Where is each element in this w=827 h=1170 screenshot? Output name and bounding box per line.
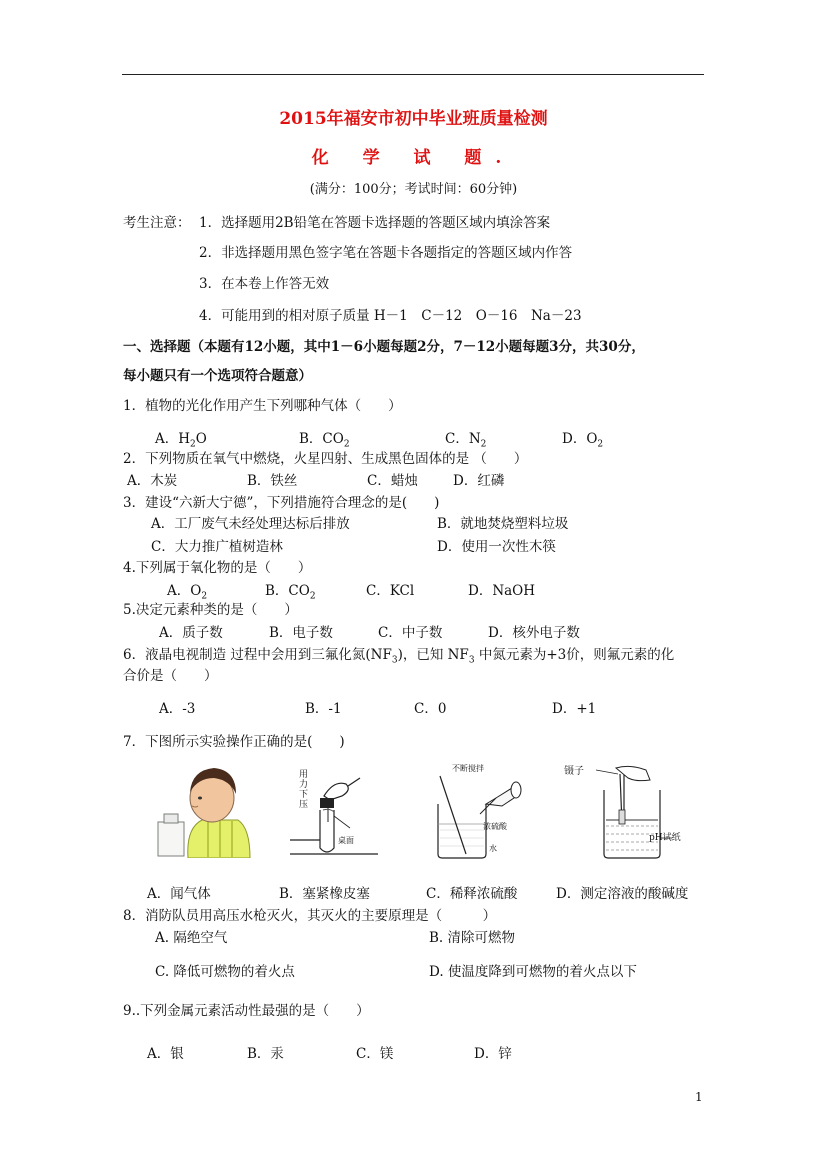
- q8-option-c: C. 降低可燃物的着火点: [155, 964, 295, 980]
- q2-option-b: B．铁丝: [247, 473, 298, 489]
- q8-option-b: B. 清除可燃物: [429, 930, 516, 946]
- q7-option-d: D．测定溶液的酸碱度: [556, 886, 689, 902]
- q4-option-c: C．KCl: [366, 583, 415, 599]
- q9-option-b: B．汞: [247, 1046, 284, 1062]
- page-number: 1: [695, 1090, 703, 1104]
- q6-stem-line2: 合价是（ ）: [123, 668, 218, 684]
- q6-option-c: C．0: [414, 701, 447, 717]
- notice-label: 考生注意：: [123, 215, 191, 231]
- q1-stem: 1．植物的光化作用产生下列哪种气体（ ）: [123, 398, 402, 414]
- q9-option-a: A．银: [147, 1046, 184, 1062]
- figure-stopper-label-press: 用力下压: [299, 770, 309, 810]
- q8-option-a: A. 隔绝空气: [155, 930, 228, 946]
- q6-option-a: A．-3: [159, 701, 196, 717]
- exam-info: (满分：100分；考试时间：60分钟): [309, 182, 518, 197]
- figure-smell-gas: [150, 762, 252, 858]
- q9-option-d: D．锌: [474, 1046, 512, 1062]
- q1-option-c: C．$N_2$: [445, 431, 487, 450]
- notice-item-3: 3．在本卷上作答无效: [199, 276, 330, 292]
- exam-title: 2015年福安市初中毕业班质量检测: [279, 109, 548, 129]
- q2-option-a: A．木炭: [127, 473, 178, 489]
- q8-stem: 8．消防队员用高压水枪灭火，其灭火的主要原理是（ ）: [123, 908, 497, 924]
- section-heading-line2: 每小题只有一个选项符合题意）: [123, 368, 312, 384]
- q7-stem: 7．下图所示实验操作正确的是( ): [123, 734, 345, 750]
- q1-option-d: D．$O_2$: [562, 431, 604, 450]
- q2-option-c: C．蜡烛: [367, 473, 418, 489]
- header-rule: [122, 74, 704, 75]
- q8-option-d: D. 使温度降到可燃物的着火点以下: [429, 964, 637, 980]
- figure-dilute-acid-label-stir: 不断搅拌: [452, 764, 484, 773]
- q6-option-b: B．-1: [305, 701, 342, 717]
- q4-option-b: B．$CO_2$: [265, 583, 316, 602]
- q9-option-c: C．镁: [356, 1046, 394, 1062]
- q4-option-a: A．$O_2$: [167, 583, 208, 602]
- figure-ph-test: [560, 764, 690, 860]
- notice-item-4: 4．可能用到的相对原子质量 H－1 C－12 O－16 Na－23: [199, 308, 582, 324]
- q4-option-d: D．NaOH: [468, 583, 536, 599]
- q3-stem: 3．建设“六新大宁德”，下列措施符合理念的是( ): [123, 495, 440, 511]
- notice-item-1: 1．选择题用2B铅笔在答题卡选择题的答题区域内填涂答案: [199, 215, 551, 231]
- q3-option-b: B．就地焚烧塑料垃圾: [437, 516, 569, 532]
- q4-stem: 4.下列属于氧化物的是（ ）: [123, 560, 312, 576]
- q7-option-a: A．闻气体: [147, 886, 211, 902]
- q5-option-c: C．中子数: [378, 625, 443, 641]
- figure-stopper-label-table: 桌面: [338, 836, 354, 845]
- q2-option-d: D．红磷: [453, 473, 505, 489]
- figure-dilute-acid-label-water: 水: [489, 844, 497, 853]
- q6-stem: 6．液晶电视制造 过程中会用到三氟化氮$(NF_3)$，已知 $NF_3$ 中氮元素为+3价，则氟元素的化: [123, 647, 675, 666]
- q1-option-a: A．$H_2O$: [155, 431, 207, 450]
- q3-option-a: A．工厂废气未经处理达标后排放: [151, 516, 350, 532]
- q7-option-c: C．稀释浓硫酸: [426, 886, 518, 902]
- subject-title: 化 学 试 题.: [311, 148, 516, 168]
- figure-ph-test-label-paper: pH试纸: [649, 833, 681, 843]
- q5-option-d: D．核外电子数: [488, 625, 580, 641]
- notice-item-2: 2．非选择题用黑色签字笔在答题卡各题指定的答题区域内作答: [199, 245, 573, 261]
- figure-ph-test-label-tweezers: 镊子: [564, 766, 584, 777]
- q5-option-b: B．电子数: [269, 625, 333, 641]
- q1-option-b: B．$CO_2$: [299, 431, 350, 450]
- q5-stem: 5.决定元素种类的是（ ）: [123, 602, 298, 618]
- q9-stem: 9..下列金属元素活动性最强的是（ ）: [123, 1003, 370, 1019]
- q6-option-d: D．+1: [552, 701, 597, 717]
- q3-option-c: C．大力推广植树造林: [151, 539, 283, 555]
- q7-option-b: B．塞紧橡皮塞: [279, 886, 370, 902]
- section-heading-line1: 一、选择题（本题有12小题，其中1－6小题每题2分，7－12小题每题3分，共30分，: [123, 339, 645, 355]
- q5-option-a: A．质子数: [159, 625, 223, 641]
- figure-dilute-acid: [430, 764, 530, 860]
- q2-stem: 2．下列物质在氧气中燃烧，火星四射、生成黑色固体的是 （ ）: [123, 451, 528, 467]
- q3-option-d: D．使用一次性木筷: [437, 539, 556, 555]
- figure-dilute-acid-label-acid: 浓硫酸: [483, 822, 507, 831]
